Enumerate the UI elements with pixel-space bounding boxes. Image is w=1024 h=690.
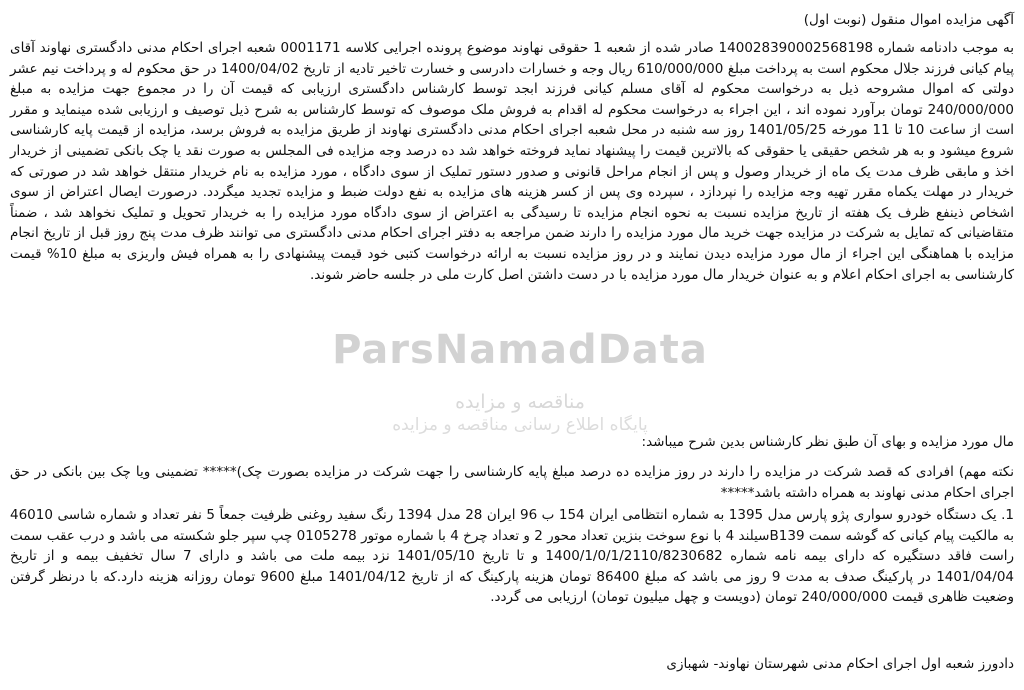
subject-line: مال مورد مزایده و بهای آن طبق نظر کارشناس بدین شرح میباشد: bbox=[641, 434, 1014, 450]
important-note: نکته مهم) افرادی که قصد شرکت در مزایده را دارند در روز مزایده ده درصد مبلغ پایه کارشناسی را جهت شرکت در مزایده بصورت چک)***** تضمینی ویا چک بین بانکی در حق اجرای احکام مدنی نهاوند به همراه داشته باشد***** bbox=[10, 464, 1014, 501]
watermark-tagline: پایگاه اطلاع رسانی مناقصه و مزایده bbox=[392, 415, 648, 435]
watermark-subtitle: مناقصه و مزایده bbox=[455, 391, 585, 413]
watermark-logo: ParsNamadData bbox=[332, 327, 708, 373]
main-paragraph: به موجب دادنامه شماره 140028390002568198 صادر شده از شعبه 1 حقوقی نهاوند موضوع پرونده اجرایی کلاسه 0001171 شعبه اجرای احکام مدنی دادگستری نهاوند آقای پیام کیانی فرزند جلال محکوم است به پرداخت مبلغ 610/000/000 ریال وجه و خسارات دادرسی و خسارت تاخیر تادیه از تاریخ 1400/04/02 در حق محکوم له و پرداخت نیم عشر دولتی که اموال مشروحه ذیل به درخواست محکوم له آقای مسلم کیانی فرزند ابجد توسط کارشناس دادگستری ارزیابی که قیمت آن را در مجموع جهت مزایده به مبلغ 240/000/000 تومان برآورد نموده اند ، این اجراء به درخواست محکوم له اقدام به فروش ملک موصوف که توسط کارشناس به شرح ذیل توصیف و ارزیابی شده مینماید و مقرر است از ساعت 10 تا 11 مورخه 1401/05/25 روز سه شنبه در محل شعبه اجرای احکام مدنی دادگستری نهاوند از طریق مزایده به فروش برسد، مزایده از قیمت پایه کارشناسی شروع میشود و به هر شخص حقیقی یا حقوقی که بالاترین قیمت را پیشنهاد نماید فروخته خواهد شد ده درصد وجه مزایده فی المجلس به صورت نقد یا چک بانکی تضمینی از خریدار اخذ و مابقی ظرف مدت یک ماه از خریدار وصول و پس از انجام مراحل قانونی و صدور دستور تملیک از سوی دادگاه ، مورد مزایده به نام خریدار منتقل خواهد شد در صورتی که خریدار در مهلت یکماه مقرر تهیه وجه مزایده را نپردازد ، سپرده وی پس از کسر هزینه های مزایده به نفع دولت ضبط و مزایده تجدید میگردد. درصورت ایصال اعتراض از سوی اشخاص ذینفع ظرف یک هفته از تاریخ مزایده نسبت به نحوه انجام مزایده تا رسیدگی به اعتراض از سوی دادگاه مورد مزایده را به خریدار تحویل و تملیک نخواهد شد ، ضمناً متقاضیانی که تمایل به شرکت در مزایده جهت خرید مال مورد مزایده را دارند ضمن مراجعه به دفتر اجرای احکام مدنی دادگستری می توانند ظرف مدت پنج روز قبل از تاریخ انجام مزایده با هماهنگی این اجراء از مال مورد مزایده دیدن نمایند و در روز مزایده نسبت به ارائه درخواست کتبی خود قیمت پیشنهادی را به همراه فیش واریزی به مبلغ 10% قیمت کارشناسی به اجرای احکام اعلام و به عنوان خریدار مال مورد مزایده با در دست داشتن اصل کارت ملی در جلسه حاضر شوند. bbox=[10, 40, 1015, 283]
watermark bbox=[300, 328, 740, 436]
notice-title: آگهی مزایده اموال منقول (نوبت اول) bbox=[803, 12, 1014, 28]
signature-line: دادورز شعبه اول اجرای احکام مدنی شهرستان نهاوند- شهبازی bbox=[666, 656, 1014, 672]
item-description: 1. یک دستگاه خودرو سواری پژو پارس مدل 1395 به شماره انتظامی ایران 154 ب 96 ایران 28 مدل 1394 رنگ سفید روغنی ظرفیت جمعاً 5 نفر تعداد و شماره شاسی 46010 به مالکیت پیام کیانی که گوشه سمت B139سیلند 4 با نوع سوخت بنزین تعداد محور 2 و تعداد چرخ 4 با شماره موتور 0105278 چپ سپر جلو شکسته می باشد و درب عقب سمت راست فاقد دستگیره که دارای بیمه نامه شماره 1400/1/0/1/2110/8230682 و تا تاریخ 1401/05/10 نزد بیمه ملت می باشد و دارای 7 سال تخفیف بیمه و از تاریخ 1401/04/04 در پارکینگ صدف به مدت 9 روز می باشد که مبلغ 86400 تومان هزینه پارکینگ که از تاریخ 1401/04/12 مبلغ 9600 تومان روزانه هزینه دارد.که با درنظر گرفتن وضعیت ظاهری قیمت 240/000/000 تومان (دویست و چهل میلیون تومان) ارزیابی می گردد. bbox=[10, 507, 1015, 606]
